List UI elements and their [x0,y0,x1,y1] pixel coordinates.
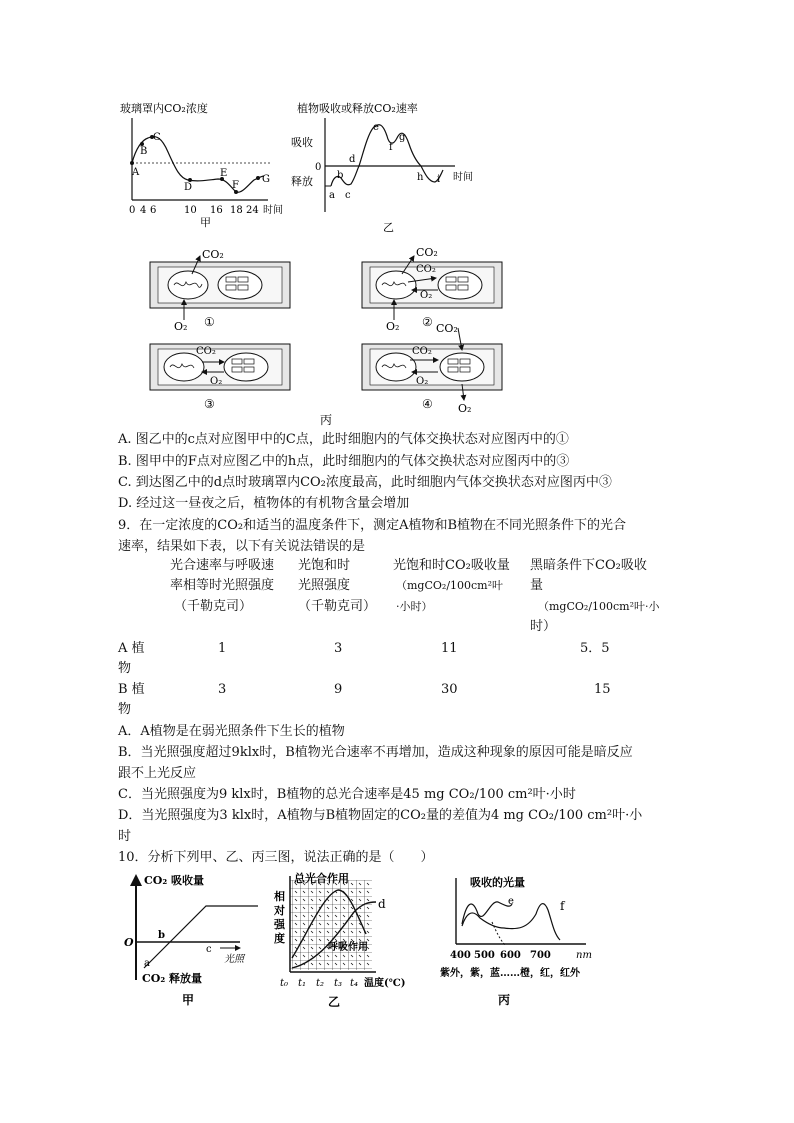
q10-bing-bottom: 紫外，紫，蓝……橙，红，红外 [440,968,580,979]
cell1-o2: O₂ [174,320,188,333]
q9-row-b-name2: 物 [118,702,132,717]
q10-bing-t400: 400 [450,950,471,961]
q10-yi-caption: 乙 [328,995,341,1008]
yi-point-h: h [417,172,424,183]
cell-1 [150,248,290,333]
q10-jia-c: c [206,944,212,955]
cell1-label: ① [204,315,215,329]
yi-point-g: g [399,132,406,143]
jia-xlabel: 时间 [263,205,283,216]
q9-row-b-val1: 3 [218,682,227,697]
q9-row-b-val2: 9 [334,682,343,697]
q8-option-d: D. 经过这一昼夜之后，植物体的有机物含量会增加 [118,496,410,511]
q9-header-col1-l3: （千勒克司） [174,599,253,614]
q9-header-col3-l1: 光饱和时CO₂吸收量 [393,558,510,573]
q10-bing-caption: 丙 [498,993,511,1007]
jia-curve [132,137,264,193]
jia-point-A: A [132,167,140,178]
q10-yi-resp: 呼吸作用 [328,942,368,953]
q10-bing-curve-e [462,902,512,924]
q10-yi-xlabel: 温度(℃) [364,978,406,989]
cell4-o2: O₂ [416,376,429,387]
q9-row-a-val3: 11 [441,641,458,656]
q10-figure-jia [122,870,262,1008]
cell4-o2-bottom: O₂ [458,402,472,415]
q10-jia-b: b [158,930,165,941]
cell3-co2: CO₂ [196,346,216,357]
q9-header-col3-l2: （mgCO₂/100cm²叶 [396,579,504,592]
yi-point-i: i [437,174,441,185]
q10-yi-t1: t₁ [298,978,307,989]
cell2-label: ② [422,315,433,329]
q10-figure-yi [268,872,418,1008]
q10-jia-o: O [124,936,134,949]
jia-point-D: D [184,182,193,193]
cell3-o2: O₂ [210,376,223,387]
q9-header-col4-l3: （mgCO₂/100cm²叶·小 [538,600,660,613]
q9-option-a: A．A植物是在弱光照条件下生长的植物 [118,724,345,739]
q10-yi-ylabel-1: 相 [274,890,285,903]
q9-row-b-name1: B 植 [118,682,145,697]
yi-caption: 乙 [383,221,394,234]
jia-tick-10: 10 [184,205,197,216]
q9-header-col2-l2: 光照强度 [298,578,351,593]
q9-header-col1-l2: 率相等时光照强度 [170,578,275,593]
yi-zero-label: 0 [315,162,322,173]
cell-3 [150,344,290,411]
q10-yi-top: 总光合作用 [294,872,349,885]
q9-option-d: D．当光照强度为3 klx时，A植物与B植物固定的CO₂量的差值为4 mg CO₂/100 cm²叶·小 [118,808,643,823]
q10-jia-bottom: CO₂ 释放量 [142,972,202,985]
q10-yi-t4: t₄ [350,978,359,989]
figure-yi [285,100,485,235]
q8-option-a: A. 图乙中的c点对应图甲中的C点，此时细胞内的气体交换状态对应图丙中的① [118,432,569,447]
bing-caption: 丙 [320,413,333,427]
q9-row-b-val3: 30 [441,682,458,697]
q9-row-b-val4: 15 [594,682,611,697]
figure-bing [140,242,520,427]
q10-yi-ylabel-2: 对 [274,904,285,917]
q9-header-col4-l2: 量 [530,578,544,593]
q10-figure-bing [436,874,616,1008]
jia-tick-6: 6 [150,205,157,216]
cell2-co2: CO₂ [416,264,436,275]
jia-point-C: C [153,132,161,143]
q9-header-col2-l1: 光饱和时 [298,558,351,573]
q9-header-col2-l3: （千勒克司） [298,599,377,614]
jia-point-G: G [262,174,270,185]
q10-bing-t500: 500 [474,950,495,961]
jia-caption: 甲 [200,216,211,228]
jia-tick-16: 16 [210,205,223,216]
yi-release-label: 释放 [291,175,313,188]
q8-option-b: B. 图甲中的F点对应图乙中的h点，此时细胞内的气体交换状态对应图丙中的③ [118,454,570,469]
yi-point-e: e [373,122,379,133]
q9-option-b-cont: 跟不上光反应 [118,766,197,781]
q9-header-col3-l3: ·小时） [396,600,433,613]
q10-jia-axis: 光照 [224,954,244,965]
cell4-label: ④ [422,397,433,411]
q9-header-col4-l4: 时） [530,619,557,634]
q9-row-a-val2: 3 [334,641,343,656]
q9-row-a-name1: A 植 [118,641,145,656]
q9-stem-line2: 速率，结果如下表，以下有关说法错误的是 [118,539,366,554]
q10-yi-t3: t₃ [334,978,343,989]
jia-tick-18: 18 [230,205,243,216]
q9-row-a-val1: 1 [218,641,227,656]
q10-bing-f: f [560,899,565,913]
cell2-o2: O₂ [420,290,433,301]
cell1-co2: CO₂ [202,248,224,261]
yi-xlabel: 时间 [453,172,473,183]
jia-point-B: B [140,146,148,157]
q10-jia-caption: 甲 [182,993,195,1007]
q9-option-b: B．当光照强度超过9klx时，B植物光合速率不再增加，造成这种现象的原因可能是暗反应 [118,745,633,760]
cell2-co2-top: CO₂ [416,246,438,259]
q10-bing-t700: 700 [530,950,551,961]
yi-ylabel: 植物吸收或释放CO₂速率 [297,102,418,115]
q10-bing-e: e [508,896,514,907]
q10-stem: 10．分析下列甲、乙、丙三图，说法正确的是（ ） [118,850,434,865]
jia-tick-0: 0 [129,205,136,216]
q10-bing-t600: 600 [500,950,521,961]
q9-option-c: C．当光照强度为9 klx时，B植物的总光合速率是45 mg CO₂/100 cm²叶·小时 [118,787,576,802]
q10-bing-top: 吸收的光量 [470,876,525,889]
jia-point-F: F [232,180,239,191]
jia-tick-4: 4 [140,205,147,216]
jia-ylabel: 玻璃罩内CO₂浓度 [120,102,208,115]
q8-option-c: C. 到达图乙中的d点时玻璃罩内CO₂浓度最高，此时细胞内气体交换状态对应图丙中③ [118,475,612,490]
jia-point-E: E [220,168,228,179]
q10-yi-ylabel-3: 强 [274,918,285,931]
cell-2 [362,246,502,333]
cell3-label: ③ [204,397,215,411]
q10-yi-t0: t₀ [280,978,289,989]
yi-curve [331,125,443,186]
yi-point-f: f [389,142,393,153]
q9-option-d-cont: 时 [118,829,132,844]
q9-row-a-name2: 物 [118,661,132,676]
q10-jia-a: a [144,958,150,969]
yi-absorb-label: 吸收 [291,136,313,149]
yi-point-c: c [345,190,351,201]
q9-stem-line1: 9．在一定浓度的CO₂和适当的温度条件下，测定A植物和B植物在不同光照条件下的光合 [118,518,627,533]
q9-row-a-val4: 5．5 [580,641,610,656]
cell2-o2-bottom: O₂ [386,320,400,333]
cell-4 [362,322,502,415]
figure-jia [118,100,288,228]
yi-point-b: b [337,170,344,181]
yi-point-a: a [329,190,335,201]
q10-bing-unit: nm [576,950,592,961]
q9-header-col4-l1: 黑暗条件下CO₂吸收 [530,558,647,573]
q10-yi-d: d [378,897,386,911]
q9-header-col1-l1: 光合速率与呼吸速 [170,558,275,573]
cell4-co2-top: CO₂ [436,322,458,335]
cell4-co2: CO₂ [412,346,432,357]
yi-point-d: d [349,154,356,165]
q10-jia-top: CO₂ 吸收量 [144,874,204,887]
q10-yi-t2: t₂ [316,978,325,989]
q10-yi-ylabel-4: 度 [274,932,285,945]
jia-tick-24: 24 [246,205,259,216]
